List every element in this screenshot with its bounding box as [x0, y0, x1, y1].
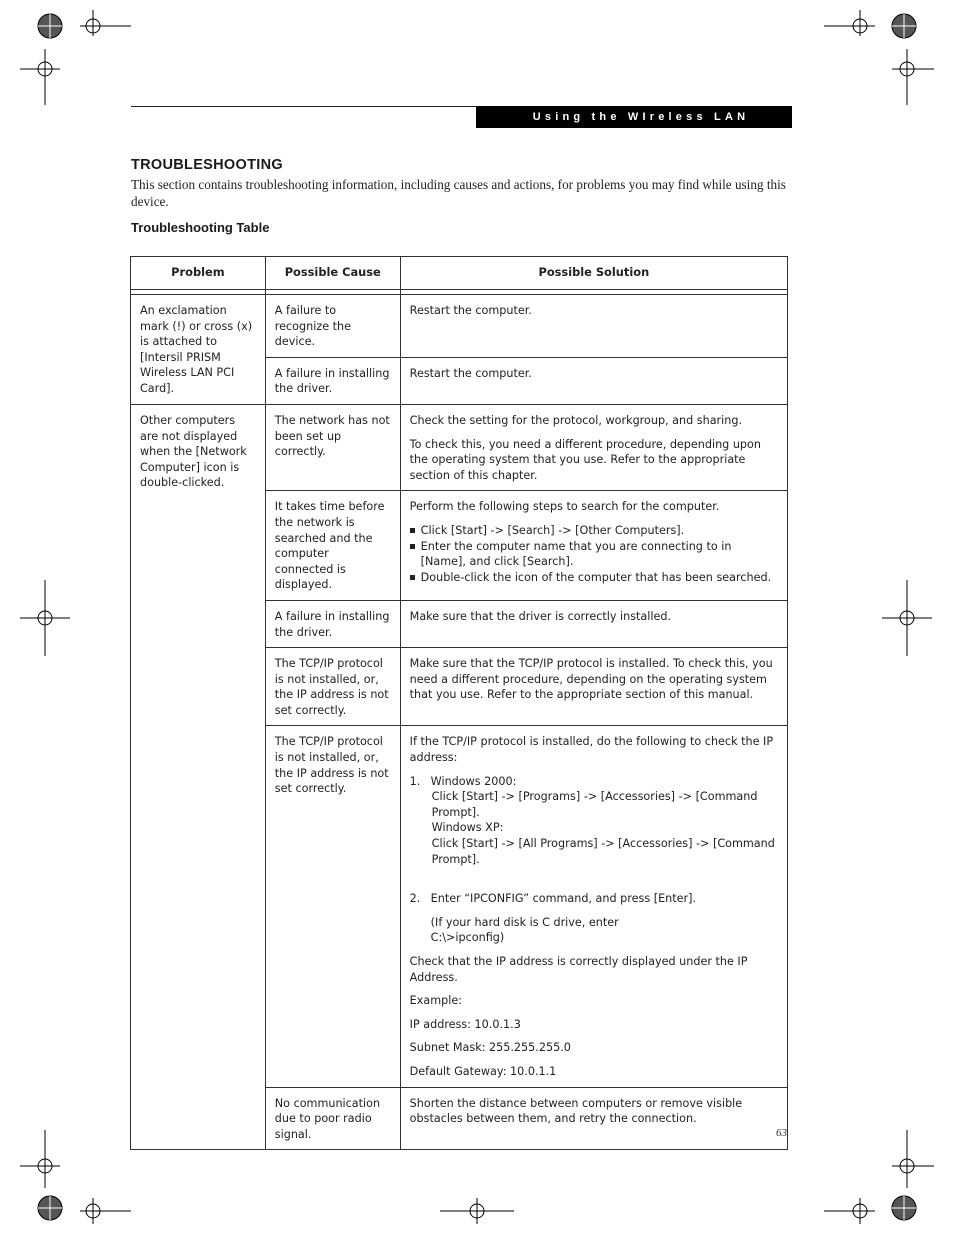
troubleshooting-table	[130, 256, 788, 1150]
header-problem: Problem	[131, 257, 266, 290]
solution-cell: Restart the computer.	[400, 295, 787, 358]
header-cause: Possible Cause	[265, 257, 400, 290]
registration-mark-mid-left	[15, 578, 75, 658]
step-note: (If your hard disk is C drive, enter C:\>ipconfig)	[430, 915, 619, 945]
step-number: 1.	[409, 774, 421, 788]
step-label: Windows XP:	[431, 821, 504, 835]
solution-cell: Make sure that the driver is correctly installed.	[400, 600, 787, 647]
step-number: 2.	[409, 892, 421, 906]
cause-cell: No communication due to poor radio signal.	[265, 1087, 400, 1150]
step-label: Windows 2000:	[430, 774, 517, 788]
solution-text: Perform the following steps to search for the computer.	[409, 500, 720, 514]
step-detail: Click [Start] -> [All Programs] -> [Accessories] -> [Command Prompt].	[431, 837, 775, 866]
solution-cell	[400, 491, 787, 601]
solution-text: Check the setting for the protocol, workgroup, and sharing.	[409, 413, 743, 427]
cause-cell: A failure in installing the driver.	[265, 357, 400, 404]
registration-mark-mid-right	[877, 578, 937, 658]
page-number: 63	[776, 1127, 787, 1139]
solution-text: Example:	[409, 994, 462, 1008]
step-2	[410, 891, 778, 907]
problem-cell: Other computers are not displayed when the [Network Computer] icon is double-clicked.	[131, 404, 266, 1149]
table-row	[131, 404, 788, 490]
cause-cell: The TCP/IP protocol is not installed, or, the IP address is not set correctly.	[265, 648, 400, 726]
table-header-row	[131, 257, 788, 290]
running-header-text: Using the WIreless LAN	[532, 111, 750, 123]
registration-mark-top-right	[820, 0, 954, 110]
problem-cell: An exclamation mark (!) or cross (x) is attached to [Intersil PRISM Wireless LAN PCI Card].	[131, 295, 266, 405]
cause-cell: A failure in installing the driver.	[265, 600, 400, 647]
step-text: Enter “IPCONFIG” command, and press [Enter].	[430, 892, 697, 906]
solution-text: Default Gateway: 10.0.1.1	[409, 1064, 557, 1078]
step-1	[410, 774, 778, 790]
registration-mark-top-left	[0, 0, 140, 110]
step-detail: Click [Start] -> [Programs] -> [Accessories] -> [Command Prompt].	[431, 790, 758, 819]
running-header	[476, 106, 792, 128]
solution-text: Subnet Mask: 255.255.255.0	[409, 1041, 571, 1055]
table-row	[131, 295, 788, 358]
cause-cell: The network has not been set up correctly.	[265, 404, 400, 490]
section-intro: This section contains troubleshooting information, including causes and actions, for problems you may find while using this device.	[131, 177, 786, 209]
registration-mark-bottom-right	[820, 1128, 954, 1235]
cause-cell: A failure to recognize the device.	[265, 295, 400, 358]
cause-cell: The TCP/IP protocol is not installed, or, the IP address is not set correctly.	[265, 726, 400, 1087]
solution-text: To check this, you need a different procedure, depending upon the operating system that you use. Refer to the appropriate section of this chapter.	[409, 437, 761, 482]
list-item: Click [Start] -> [Search] -> [Other Computers].	[410, 523, 778, 539]
solution-cell: Make sure that the TCP/IP protocol is installed. To check this, you need a different procedure, depending on the operating system that you use. Refer to the appropriate section of this manual.	[400, 648, 787, 726]
list-item: Enter the computer name that you are connecting to in [Name], and click [Search].	[410, 539, 778, 570]
section-title: TROUBLESHOOTING	[131, 157, 283, 173]
list-item: Double-click the icon of the computer that has been searched.	[410, 570, 778, 586]
solution-text: Check that the IP address is correctly displayed under the IP Address.	[409, 955, 748, 984]
registration-mark-bottom-center	[437, 1196, 517, 1235]
solution-cell: Shorten the distance between computers or remove visible obstacles between them, and retry the connection.	[400, 1087, 787, 1150]
bullet-list	[410, 523, 778, 585]
solution-cell: Restart the computer.	[400, 357, 787, 404]
cause-cell: It takes time before the network is searched and the computer connected is displayed.	[265, 491, 400, 601]
solution-cell	[400, 404, 787, 490]
registration-mark-bottom-left	[0, 1128, 140, 1235]
header-solution: Possible Solution	[400, 257, 787, 290]
table-title: Troubleshooting Table	[131, 220, 270, 235]
solution-text: IP address: 10.0.1.3	[409, 1017, 521, 1031]
header-rule	[131, 106, 476, 107]
solution-cell	[400, 726, 787, 1087]
solution-text: If the TCP/IP protocol is installed, do the following to check the IP address:	[409, 735, 774, 765]
